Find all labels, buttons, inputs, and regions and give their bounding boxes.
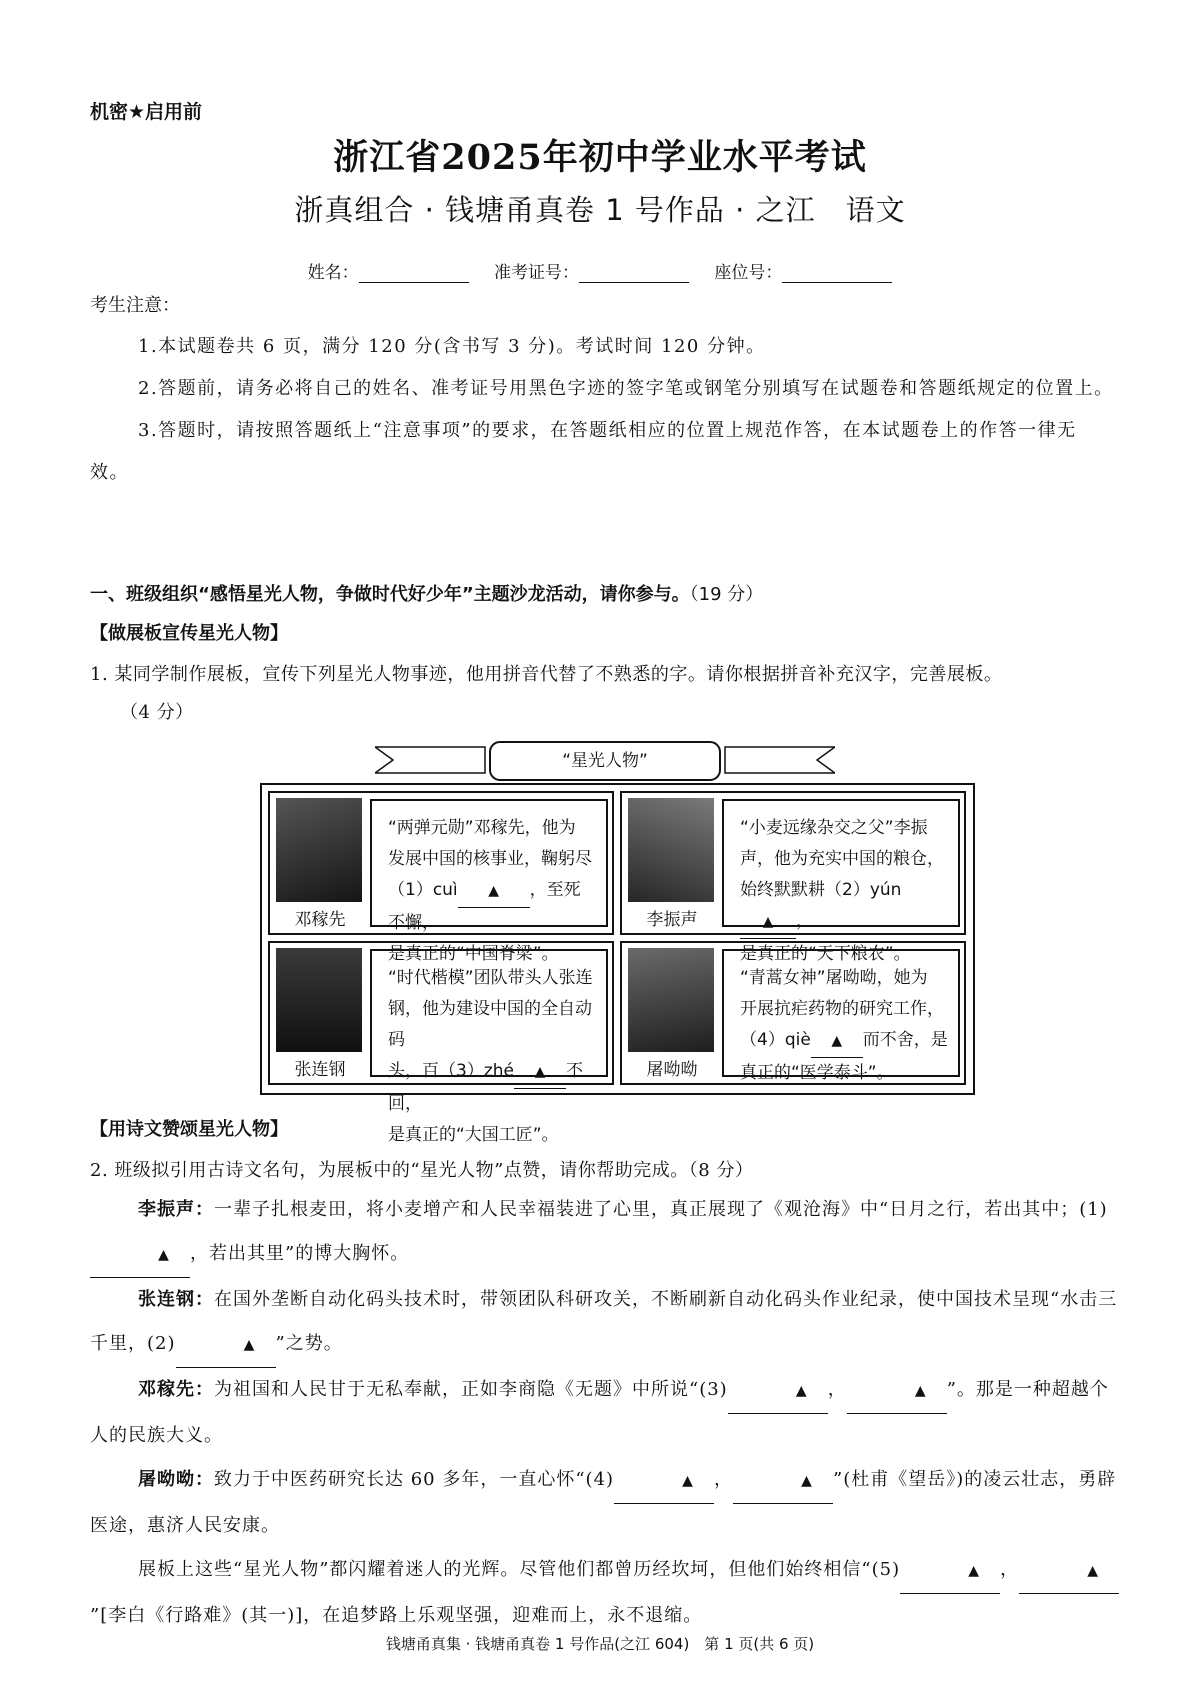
paragraph-deng-jiaxian: 邓稼先：为祖国和人民甘于无私奉献，正如李商隐《无题》中所说“(3) ▲ ， ▲ ”。那是一种超越个人的民族大义。 xyxy=(90,1368,1120,1458)
name-field[interactable] xyxy=(359,264,469,283)
card-deng-jiaxian xyxy=(268,791,614,964)
person-description: “小麦远缘杂交之父”李振 声，他为充实中国的粮仓， 始终默默耕（2）yún▲ ， 是真正的“天下粮农”。 xyxy=(722,799,960,927)
answer-blank[interactable]: ▲ xyxy=(90,1232,190,1278)
paragraph-li-zhensheng: 李振声：一辈子扎根麦田，将小麦增产和人民幸福装进了心里，真正展现了《观沧海》中“日月之行，若出其中；(1)▲ ，若出其里”的博大胸怀。 xyxy=(90,1188,1120,1278)
notice-heading: 考生注意： xyxy=(90,295,180,316)
page-footer: 钱塘甬真集 · 钱塘甬真卷 1 号作品(之江 604) 第 1 页(共 6 页) xyxy=(385,1635,815,1653)
answer-blank[interactable]: ▲ xyxy=(811,1025,863,1058)
answer-blank[interactable]: ▲ xyxy=(514,1056,566,1089)
poetry-paragraphs xyxy=(90,1188,1120,1638)
candidate-info xyxy=(0,258,1200,283)
paragraph-summary: 展板上这些“星光人物”都闪耀着迷人的光辉。尽管他们都曾历经坎坷，但他们始终相信“(5) ▲ ， ▲”[李白《行路难》(其一)]，在追梦路上乐观坚强，迎难而上，永不退缩。 xyxy=(90,1548,1120,1638)
display-board xyxy=(260,783,975,1145)
person-description: “青蒿女神”屠呦呦，她为 开展抗疟药物的研究工作， （4）qiè ▲ 而不舍，是 真正的“医学泰斗”。 xyxy=(722,949,960,1077)
person-name: 屠呦呦 xyxy=(646,1060,698,1080)
card-tu-youyou xyxy=(620,941,966,1085)
question-2: 2. 班级拟引用古诗文名句，为展板中的“星光人物”点赞，请你帮助完成。（8 分） xyxy=(90,1160,754,1181)
answer-blank[interactable]: ▲ xyxy=(900,1548,1000,1594)
subheading-poetry: 【用诗文赞颂星光人物】 xyxy=(90,1119,288,1140)
section-score: （19 分） xyxy=(689,584,764,605)
card-li-zhensheng xyxy=(620,791,966,964)
person-name: 邓稼先 xyxy=(294,910,346,930)
portrait-image xyxy=(276,948,362,1052)
answer-blank[interactable]: ▲ xyxy=(458,875,530,908)
banner-title: “星光人物” xyxy=(562,751,648,771)
answer-blank[interactable]: ▲ xyxy=(740,906,796,939)
question-1-text: 1. 某同学制作展板，宣传下列星光人物事迹，他用拼音代替了不熟悉的字。请你根据拼音补充汉字，完善展板。 xyxy=(90,664,1003,685)
card-zhang-liangang xyxy=(268,941,614,1145)
exam-number-label: 准考证号： xyxy=(494,263,579,283)
portrait-image xyxy=(276,798,362,902)
confidential-label: 机密★启用前 xyxy=(90,101,203,123)
paragraph-zhang-liangang: 张连钢：在国外垄断自动化码头技术时，带领团队科研攻关，不断刷新自动化码头作业纪录，使中国技术呈现“水击三千里，(2) ▲ ”之势。 xyxy=(90,1278,1120,1368)
section-heading: 一、班级组织“感悟星光人物，争做时代好少年”主题沙龙活动，请你参与。（19 分） xyxy=(90,584,764,605)
name-label: 姓名： xyxy=(307,263,359,283)
notice-list xyxy=(90,326,1115,494)
answer-blank[interactable]: ▲ xyxy=(1019,1548,1119,1594)
seat-number-field[interactable] xyxy=(782,264,892,283)
question-1 xyxy=(90,656,1120,732)
question-1-score: （4 分） xyxy=(120,702,194,723)
portrait-image xyxy=(628,798,714,902)
notice-item: 2.答题前，请务必将自己的姓名、准考证号用黑色字迹的签字笔或钢笔分别填写在试题卷和答题纸规定的位置上。 xyxy=(138,378,1114,399)
answer-blank[interactable]: ▲ xyxy=(176,1322,276,1368)
notice-item: 3.答题时，请按照答题纸上“注意事项”的要求，在答题纸相应的位置上规范作答，在本试题卷上的作答一律无效。 xyxy=(90,420,1077,483)
subheading-board: 【做展板宣传星光人物】 xyxy=(90,623,288,644)
person-name: 张连钢 xyxy=(294,1060,346,1080)
person-name: 李振声 xyxy=(646,910,698,930)
exam-subtitle: 浙真组合 · 钱塘甬真卷 1 号作品 · 之江 语文 xyxy=(294,193,906,227)
answer-blank[interactable]: ▲ xyxy=(614,1458,714,1504)
paragraph-tu-youyou: 屠呦呦：致力于中医药研究长达 60 多年，一直心怀“(4) ▲ ， ▲ ”(杜甫《望岳》)的凌云壮志，勇辟医途，惠济人民安康。 xyxy=(90,1458,1120,1548)
exam-title: 浙江省2025年初中学业水平考试 xyxy=(333,137,867,178)
answer-blank[interactable]: ▲ xyxy=(847,1368,947,1414)
exam-number-field[interactable] xyxy=(579,264,689,283)
person-description: “时代楷模”团队带头人张连 钢，他为建设中国的全自动码 头，百（3）zhé ▲ 不回， 是真正的“大国工匠”。 xyxy=(370,949,608,1077)
answer-blank[interactable]: ▲ xyxy=(728,1368,828,1414)
seat-number-label: 座位号： xyxy=(714,263,783,283)
person-description: “两弹元勋”邓稼先，他为 发展中国的核事业，鞠躬尽 （1）cuì ▲ ，至死不懈， 是真正的“中国脊梁”。 xyxy=(370,799,608,927)
portrait-image xyxy=(628,948,714,1052)
answer-blank[interactable]: ▲ xyxy=(733,1458,833,1504)
notice-item: 1.本试题卷共 6 页，满分 120 分(含书写 3 分)。考试时间 120 分钟。 xyxy=(138,336,766,357)
